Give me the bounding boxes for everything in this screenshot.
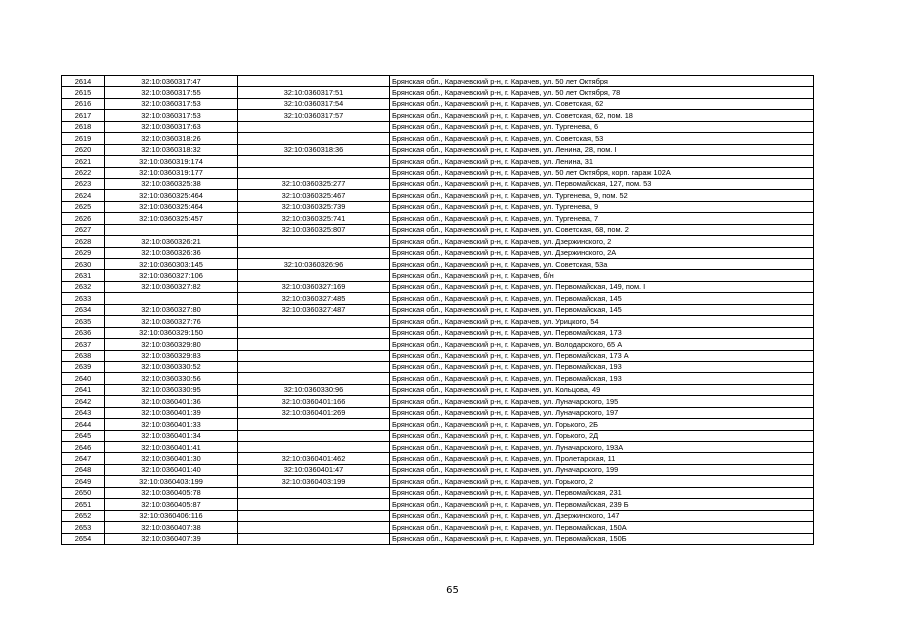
address-cell: Брянская обл., Карачевский р-н, г. Карачев, ул. Первомайская, 193 [390,373,814,384]
address-cell: Брянская обл., Карачевский р-н, г. Карачев, ул. Первомайская, 127, пом. 53 [390,178,814,189]
table-row [62,259,814,270]
table-row [62,87,814,98]
row-number-cell: 2644 [62,419,105,430]
linked-cadastral-number-cell: 32:10:0360330:96 [238,384,390,395]
linked-cadastral-number-cell: 32:10:0360317:51 [238,87,390,98]
cadastral-number-cell: 32:10:0360326:36 [105,247,238,258]
cadastral-number-cell: 32:10:0360325:464 [105,201,238,212]
address-cell: Брянская обл., Карачевский р-н, г. Карачев, ул. 50 лет Октября, корп. гараж 102А [390,167,814,178]
row-number-cell: 2629 [62,247,105,258]
table-row [62,178,814,189]
cadastral-number-cell: 32:10:0360317:53 [105,98,238,109]
table-row [62,361,814,372]
cadastral-number-cell: 32:10:0360317:63 [105,121,238,132]
address-cell: Брянская обл., Карачевский р-н, г. Карачев, ул. Дзержинского, 2А [390,247,814,258]
linked-cadastral-number-cell: 32:10:0360326:96 [238,259,390,270]
row-number-cell: 2642 [62,396,105,407]
cadastral-number-cell: 32:10:0360318:32 [105,144,238,155]
linked-cadastral-number-cell: 32:10:0360327:485 [238,293,390,304]
address-cell: Брянская обл., Карачевский р-н, г. Карачев, ул. Пролетарская, 11 [390,453,814,464]
cadastral-number-cell: 32:10:0360317:55 [105,87,238,98]
table-row [62,270,814,281]
cadastral-number-cell: 32:10:0360326:21 [105,236,238,247]
table-row [62,247,814,258]
linked-cadastral-number-cell [238,522,390,533]
address-cell: Брянская обл., Карачевский р-н, г. Карачев, ул. Советская, 62 [390,98,814,109]
linked-cadastral-number-cell: 32:10:0360401:47 [238,464,390,475]
row-number-cell: 2622 [62,167,105,178]
page-number: 65 [446,585,459,596]
cadastral-number-cell [105,293,238,304]
row-number-cell: 2623 [62,178,105,189]
cadastral-number-cell: 32:10:0360325:38 [105,178,238,189]
cadastral-table [61,75,814,545]
row-number-cell: 2624 [62,190,105,201]
table-row [62,384,814,395]
cadastral-number-cell: 32:10:0360401:30 [105,453,238,464]
cadastral-number-cell: 32:10:0360330:56 [105,373,238,384]
cadastral-number-cell: 32:10:0360401:40 [105,464,238,475]
cadastral-number-cell: 32:10:0360329:80 [105,339,238,350]
linked-cadastral-number-cell: 32:10:0360401:166 [238,396,390,407]
address-cell: Брянская обл., Карачевский р-н, г. Карачев, ул. Тургенева, 6 [390,121,814,132]
linked-cadastral-number-cell: 32:10:0360325:741 [238,213,390,224]
row-number-cell: 2626 [62,213,105,224]
cadastral-number-cell: 32:10:0360407:38 [105,522,238,533]
row-number-cell: 2638 [62,350,105,361]
linked-cadastral-number-cell: 32:10:0360317:54 [238,98,390,109]
address-cell: Брянская обл., Карачевский р-н, г. Карачев, ул. Тургенева, 7 [390,213,814,224]
linked-cadastral-number-cell: 32:10:0360401:269 [238,407,390,418]
cadastral-number-cell: 32:10:0360401:34 [105,430,238,441]
linked-cadastral-number-cell: 32:10:0360318:36 [238,144,390,155]
address-cell: Брянская обл., Карачевский р-н, г. Карачев, ул. Луначарского, 199 [390,464,814,475]
linked-cadastral-number-cell: 32:10:0360325:277 [238,178,390,189]
address-cell: Брянская обл., Карачевский р-н, г. Карачев, ул. Первомайская, 193 [390,361,814,372]
cadastral-number-cell: 32:10:0360319:177 [105,167,238,178]
table-row [62,464,814,475]
cadastral-number-cell: 32:10:0360327:76 [105,316,238,327]
table-row [62,373,814,384]
table-row [62,407,814,418]
linked-cadastral-number-cell: 32:10:0360325:467 [238,190,390,201]
table-row [62,156,814,167]
table-row [62,533,814,544]
address-cell: Брянская обл., Карачевский р-н, г. Карачев, ул. Тургенева, 9, пом. 52 [390,190,814,201]
linked-cadastral-number-cell [238,339,390,350]
cadastral-number-cell: 32:10:0360327:106 [105,270,238,281]
row-number-cell: 2630 [62,259,105,270]
address-cell: Брянская обл., Карачевский р-н, г. Карачев, ул. Первомайская, 145 [390,293,814,304]
row-number-cell: 2653 [62,522,105,533]
row-number-cell: 2645 [62,430,105,441]
row-number-cell: 2648 [62,464,105,475]
address-cell: Брянская обл., Карачевский р-н, г. Карачев, ул. Луначарского, 195 [390,396,814,407]
linked-cadastral-number-cell [238,442,390,453]
row-number-cell: 2640 [62,373,105,384]
cadastral-number-cell [105,224,238,235]
table-row [62,419,814,430]
address-cell: Брянская обл., Карачевский р-н, г. Карачев, ул. Дзержинского, 2 [390,236,814,247]
table-row [62,487,814,498]
address-cell: Брянская обл., Карачевский р-н, г. Карачев, ул. Ленина, 28, пом. I [390,144,814,155]
address-cell: Брянская обл., Карачевский р-н, г. Карачев, ул. Горького, 2Д [390,430,814,441]
address-cell: Брянская обл., Карачевский р-н, г. Карачев, ул. Первомайская, 173 А [390,350,814,361]
linked-cadastral-number-cell [238,121,390,132]
cadastral-number-cell: 32:10:0360406:116 [105,510,238,521]
linked-cadastral-number-cell [238,430,390,441]
row-number-cell: 2639 [62,361,105,372]
table-row [62,190,814,201]
row-number-cell: 2652 [62,510,105,521]
address-cell: Брянская обл., Карачевский р-н, г. Карачев, ул. Первомайская, 150Б [390,533,814,544]
row-number-cell: 2627 [62,224,105,235]
linked-cadastral-number-cell: 32:10:0360325:807 [238,224,390,235]
cadastral-number-cell: 32:10:0360330:52 [105,361,238,372]
address-cell: Брянская обл., Карачевский р-н, г. Карачев, ул. Первомайская, 231 [390,487,814,498]
row-number-cell: 2643 [62,407,105,418]
row-number-cell: 2647 [62,453,105,464]
cadastral-number-cell: 32:10:0360329:83 [105,350,238,361]
cadastral-number-cell: 32:10:0360317:53 [105,110,238,121]
table-row [62,144,814,155]
row-number-cell: 2616 [62,98,105,109]
linked-cadastral-number-cell [238,156,390,167]
linked-cadastral-number-cell [238,327,390,338]
table-row [62,213,814,224]
address-cell: Брянская обл., Карачевский р-н, г. Карачев, б/н [390,270,814,281]
table-row [62,281,814,292]
table-row [62,499,814,510]
table-row [62,396,814,407]
table-row [62,453,814,464]
table-row [62,201,814,212]
address-cell: Брянская обл., Карачевский р-н, г. Карачев, ул. Урицкого, 54 [390,316,814,327]
cadastral-number-cell: 32:10:0360330:95 [105,384,238,395]
cadastral-number-cell: 32:10:0360329:150 [105,327,238,338]
address-cell: Брянская обл., Карачевский р-н, г. Карачев, ул. Советская, 53 [390,133,814,144]
address-cell: Брянская обл., Карачевский р-н, г. Карачев, ул. Володарского, 65 А [390,339,814,350]
table-row [62,224,814,235]
row-number-cell: 2636 [62,327,105,338]
address-cell: Брянская обл., Карачевский р-н, г. Карачев, ул. Первомайская, 173 [390,327,814,338]
linked-cadastral-number-cell: 32:10:0360325:739 [238,201,390,212]
address-cell: Брянская обл., Карачевский р-н, г. Карачев, ул. 50 лет Октября [390,76,814,87]
row-number-cell: 2641 [62,384,105,395]
cadastral-number-cell: 32:10:0360319:174 [105,156,238,167]
address-cell: Брянская обл., Карачевский р-н, г. Карачев, ул. Тургенева, 9 [390,201,814,212]
row-number-cell: 2621 [62,156,105,167]
linked-cadastral-number-cell [238,510,390,521]
table-row [62,236,814,247]
address-cell: Брянская обл., Карачевский р-н, г. Карачев, ул. Первомайская, 145 [390,304,814,315]
table-row [62,350,814,361]
row-number-cell: 2633 [62,293,105,304]
cadastral-number-cell: 32:10:0360405:78 [105,487,238,498]
linked-cadastral-number-cell [238,247,390,258]
row-number-cell: 2637 [62,339,105,350]
row-number-cell: 2614 [62,76,105,87]
address-cell: Брянская обл., Карачевский р-н, г. Карачев, ул. Советская, 53а [390,259,814,270]
address-cell: Брянская обл., Карачевский р-н, г. Карачев, ул. Дзержинского, 147 [390,510,814,521]
table-row [62,430,814,441]
cadastral-number-cell: 32:10:0360407:39 [105,533,238,544]
cadastral-number-cell: 32:10:0360401:33 [105,419,238,430]
table-row [62,167,814,178]
linked-cadastral-number-cell: 32:10:0360327:169 [238,281,390,292]
row-number-cell: 2654 [62,533,105,544]
table-row [62,316,814,327]
table-row [62,327,814,338]
linked-cadastral-number-cell [238,133,390,144]
row-number-cell: 2650 [62,487,105,498]
table-row [62,98,814,109]
linked-cadastral-number-cell [238,167,390,178]
address-cell: Брянская обл., Карачевский р-н, г. Карачев, ул. Ленина, 31 [390,156,814,167]
row-number-cell: 2619 [62,133,105,144]
table-row [62,76,814,87]
address-cell: Брянская обл., Карачевский р-н, г. Карачев, ул. Луначарского, 197 [390,407,814,418]
cadastral-number-cell: 32:10:0360325:457 [105,213,238,224]
address-cell: Брянская обл., Карачевский р-н, г. Карачев, ул. Горького, 2Б [390,419,814,430]
table-row [62,476,814,487]
row-number-cell: 2651 [62,499,105,510]
linked-cadastral-number-cell [238,350,390,361]
table-row [62,110,814,121]
row-number-cell: 2615 [62,87,105,98]
table-row [62,121,814,132]
linked-cadastral-number-cell: 32:10:0360317:57 [238,110,390,121]
row-number-cell: 2620 [62,144,105,155]
cadastral-number-cell: 32:10:0360401:41 [105,442,238,453]
cadastral-number-cell: 32:10:0360318:26 [105,133,238,144]
linked-cadastral-number-cell [238,533,390,544]
linked-cadastral-number-cell [238,316,390,327]
address-cell: Брянская обл., Карачевский р-н, г. Карачев, ул. Первомайская, 239 Б [390,499,814,510]
cadastral-number-cell: 32:10:0360401:39 [105,407,238,418]
cadastral-number-cell: 32:10:0360303:145 [105,259,238,270]
row-number-cell: 2617 [62,110,105,121]
row-number-cell: 2646 [62,442,105,453]
row-number-cell: 2628 [62,236,105,247]
address-cell: Брянская обл., Карачевский р-н, г. Карачев, ул. Горького, 2 [390,476,814,487]
cadastral-number-cell: 32:10:0360325:464 [105,190,238,201]
table-row [62,293,814,304]
linked-cadastral-number-cell: 32:10:0360401:462 [238,453,390,464]
table-row [62,442,814,453]
address-cell: Брянская обл., Карачевский р-н, г. Карачев, ул. Советская, 68, пом. 2 [390,224,814,235]
table-body [62,76,814,545]
cadastral-number-cell: 32:10:0360401:36 [105,396,238,407]
address-cell: Брянская обл., Карачевский р-н, г. Карачев, ул. 50 лет Октября, 78 [390,87,814,98]
cadastral-number-cell: 32:10:0360317:47 [105,76,238,87]
table-row [62,304,814,315]
linked-cadastral-number-cell: 32:10:0360327:487 [238,304,390,315]
address-cell: Брянская обл., Карачевский р-н, г. Карачев, ул. Советская, 62, пом. 18 [390,110,814,121]
row-number-cell: 2635 [62,316,105,327]
cadastral-number-cell: 32:10:0360327:80 [105,304,238,315]
linked-cadastral-number-cell [238,373,390,384]
table-row [62,522,814,533]
row-number-cell: 2632 [62,281,105,292]
address-cell: Брянская обл., Карачевский р-н, г. Карачев, ул. Первомайская, 150А [390,522,814,533]
linked-cadastral-number-cell [238,487,390,498]
address-cell: Брянская обл., Карачевский р-н, г. Карачев, ул. Луначарского, 193А [390,442,814,453]
table-row [62,510,814,521]
cadastral-number-cell: 32:10:0360405:87 [105,499,238,510]
row-number-cell: 2631 [62,270,105,281]
linked-cadastral-number-cell [238,361,390,372]
row-number-cell: 2634 [62,304,105,315]
address-cell: Брянская обл., Карачевский р-н, г. Карачев, ул. Кольцова, 49 [390,384,814,395]
row-number-cell: 2625 [62,201,105,212]
linked-cadastral-number-cell [238,76,390,87]
table-row [62,339,814,350]
cadastral-number-cell: 32:10:0360403:199 [105,476,238,487]
linked-cadastral-number-cell [238,236,390,247]
address-cell: Брянская обл., Карачевский р-н, г. Карачев, ул. Первомайская, 149, пом. I [390,281,814,292]
linked-cadastral-number-cell [238,499,390,510]
linked-cadastral-number-cell [238,270,390,281]
cadastral-number-cell: 32:10:0360327:82 [105,281,238,292]
table-row [62,133,814,144]
linked-cadastral-number-cell: 32:10:0360403:199 [238,476,390,487]
linked-cadastral-number-cell [238,419,390,430]
row-number-cell: 2618 [62,121,105,132]
row-number-cell: 2649 [62,476,105,487]
